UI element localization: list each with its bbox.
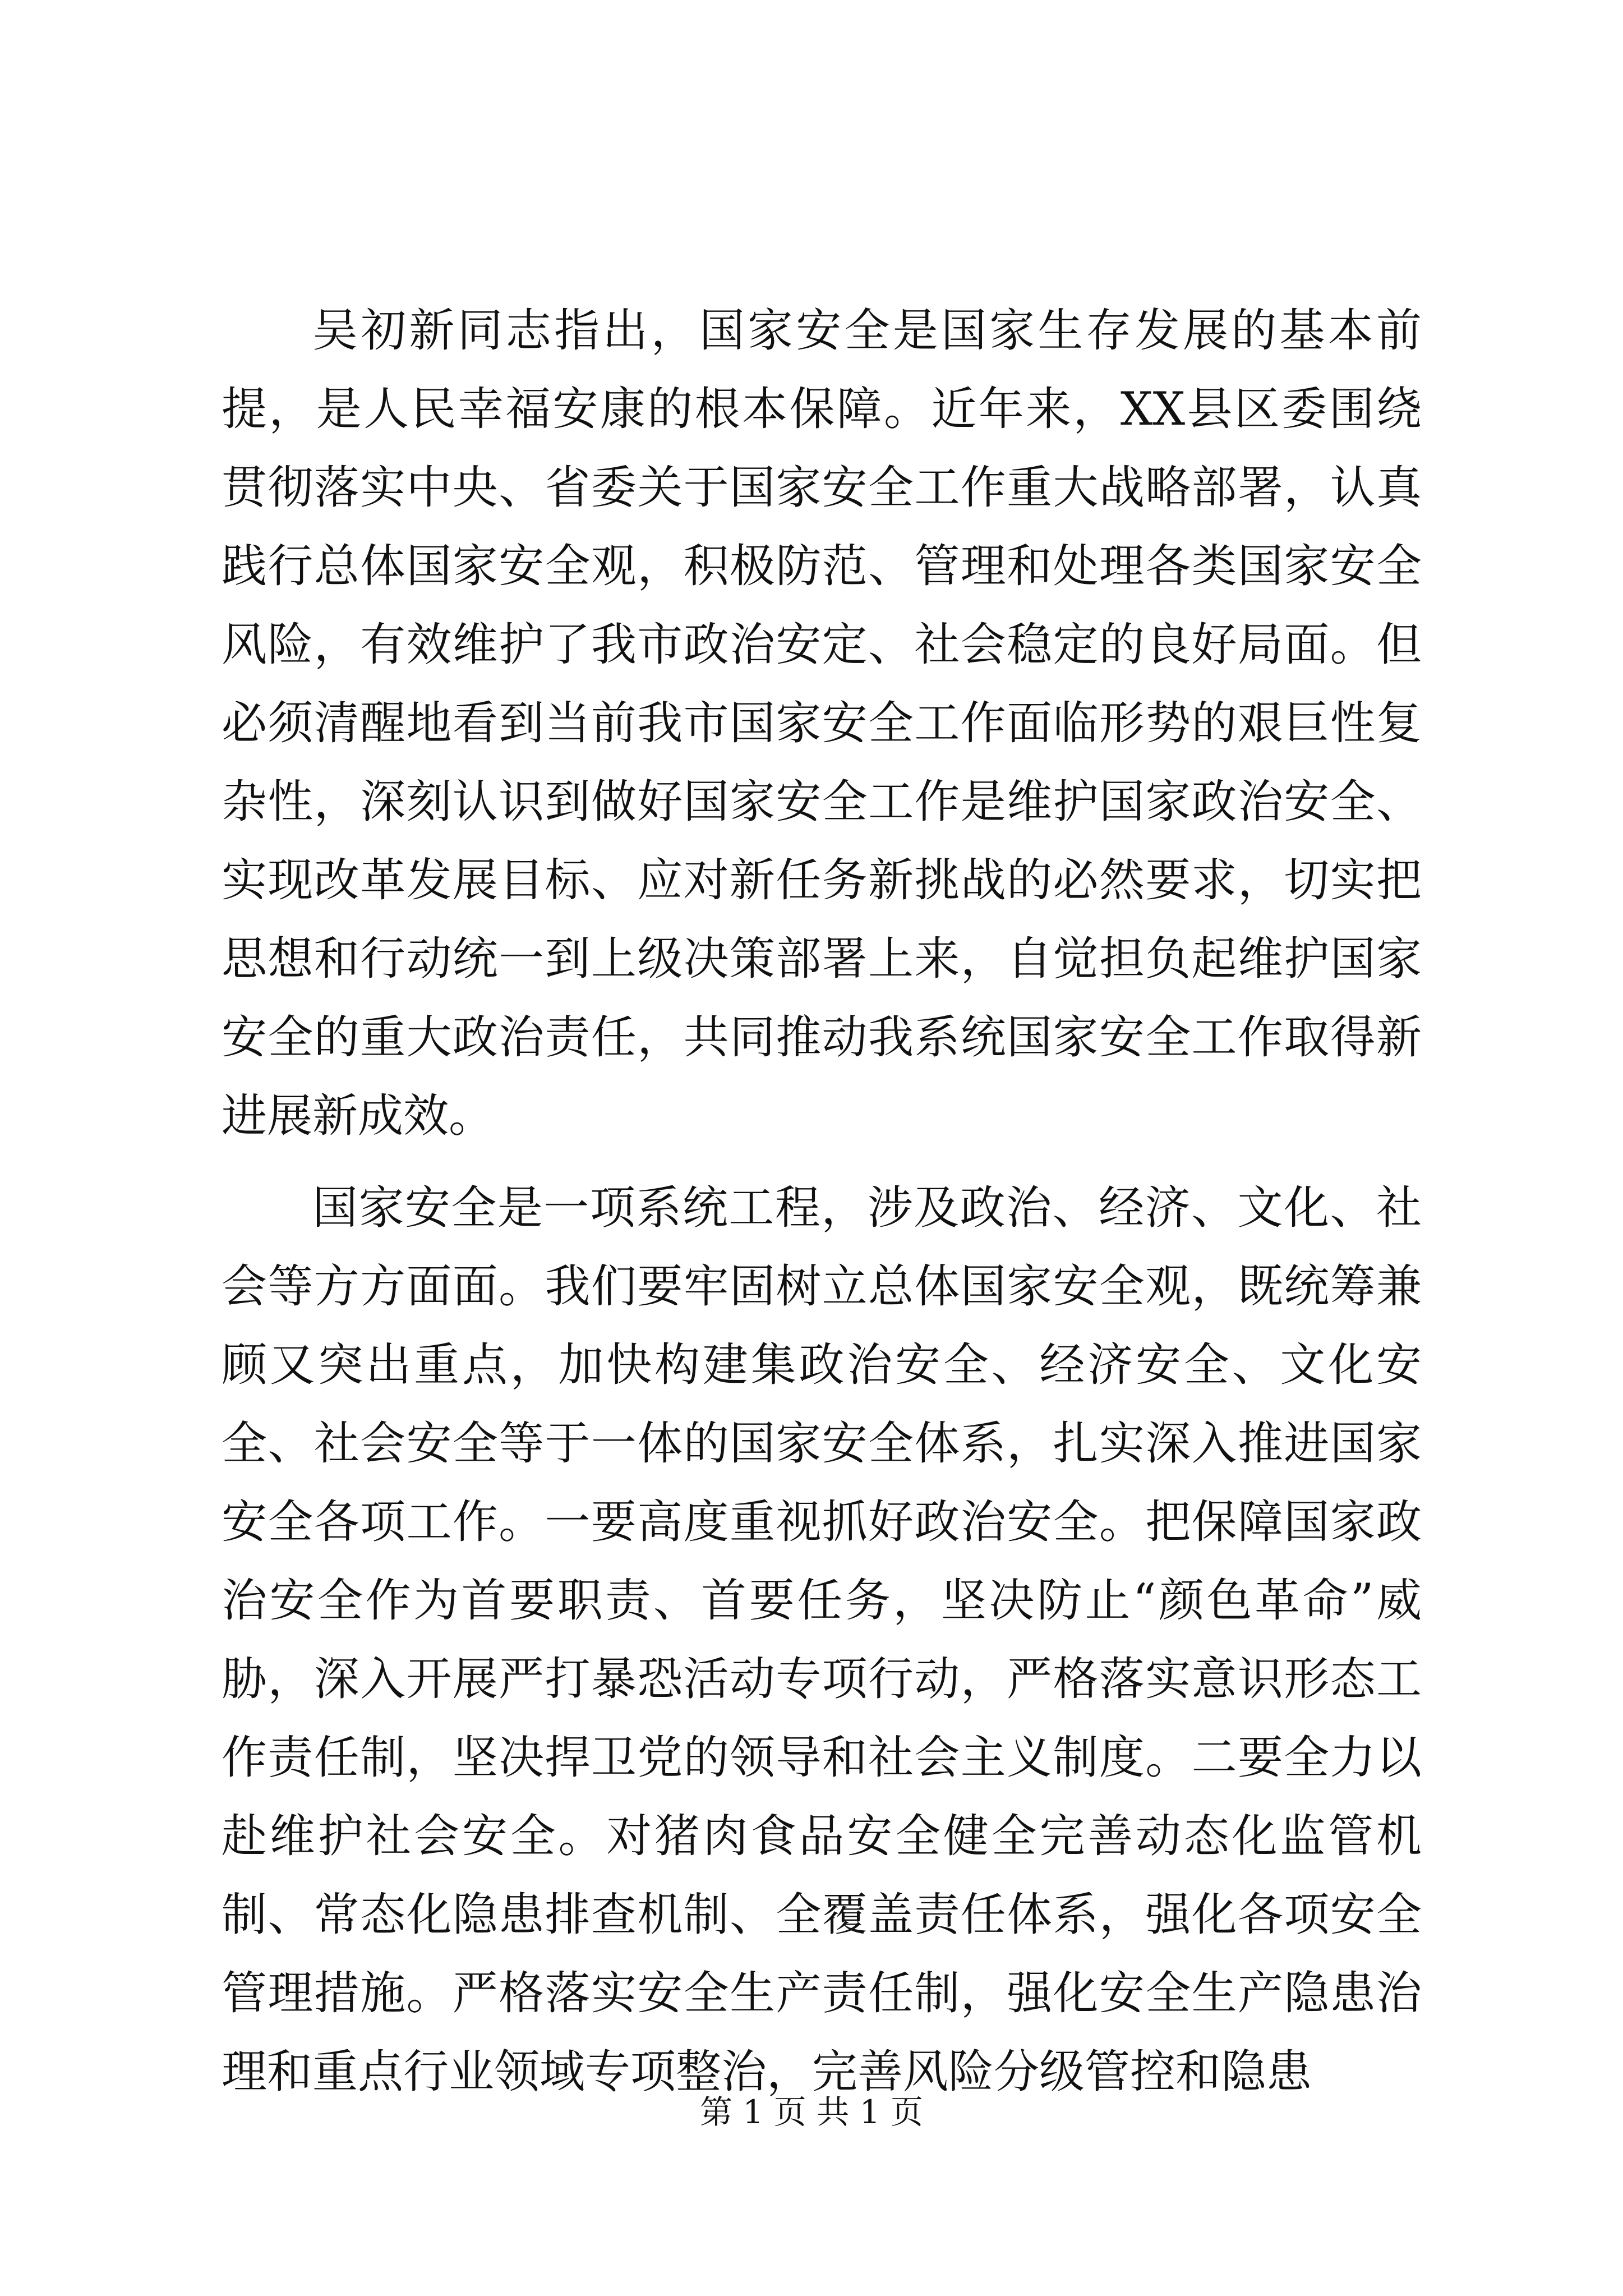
document-body <box>222 292 1422 2125</box>
page-footer: 第 1 页 共 1 页 <box>700 2093 923 2131</box>
paragraph-2: 国家安全是一项系统工程，涉及政治、经济、文化、社会等方方面面。我们要牢固树立总体国家安全观，既统筹兼顾又突出重点，加快构建集政治安全、经济安全、文化安全、社会安全等于一体的国家安全体系，扎实深入推进国家安全各项工作。一要高度重视抓好政治安全。把保障国家政治安全作为首要职责、首要任务，坚决防止“颜色革命”威胁，深入开展严打暴恐活动专项行动，严格落实意识形态工作责任制，坚决捍卫党的领导和社会主义制度。二要全力以赴维护社会安全。对猪肉食品安全健全完善动态化监管机制、常态化隐患排查机制、全覆盖责任体系，强化各项安全管理措施。严格落实安全生产责任制，强化安全生产隐患治理和重点行业领域专项整治，完善风险分级管控和隐患 <box>222 1182 1422 2099</box>
paragraph-1: 吴初新同志指出，国家安全是国家生存发展的基本前提，是人民幸福安康的根本保障。近年来，XX县区委围绕贯彻落实中央、省委关于国家安全工作重大战略部署，认真践行总体国家安全观，积极防范、管理和处理各类国家安全风险，有效维护了我市政治安定、社会稳定的良好局面。但必须清醒地看到当前我市国家安全工作面临形势的艰巨性复杂性，深刻认识到做好国家安全工作是维护国家政治安全、实现改革发展目标、应对新任务新挑战的必然要求，切实把思想和行动统一到上级决策部署上来，自觉担负起维护国家安全的重大政治责任，共同推动我系统国家安全工作取得新进展新成效。 <box>222 305 1422 1143</box>
